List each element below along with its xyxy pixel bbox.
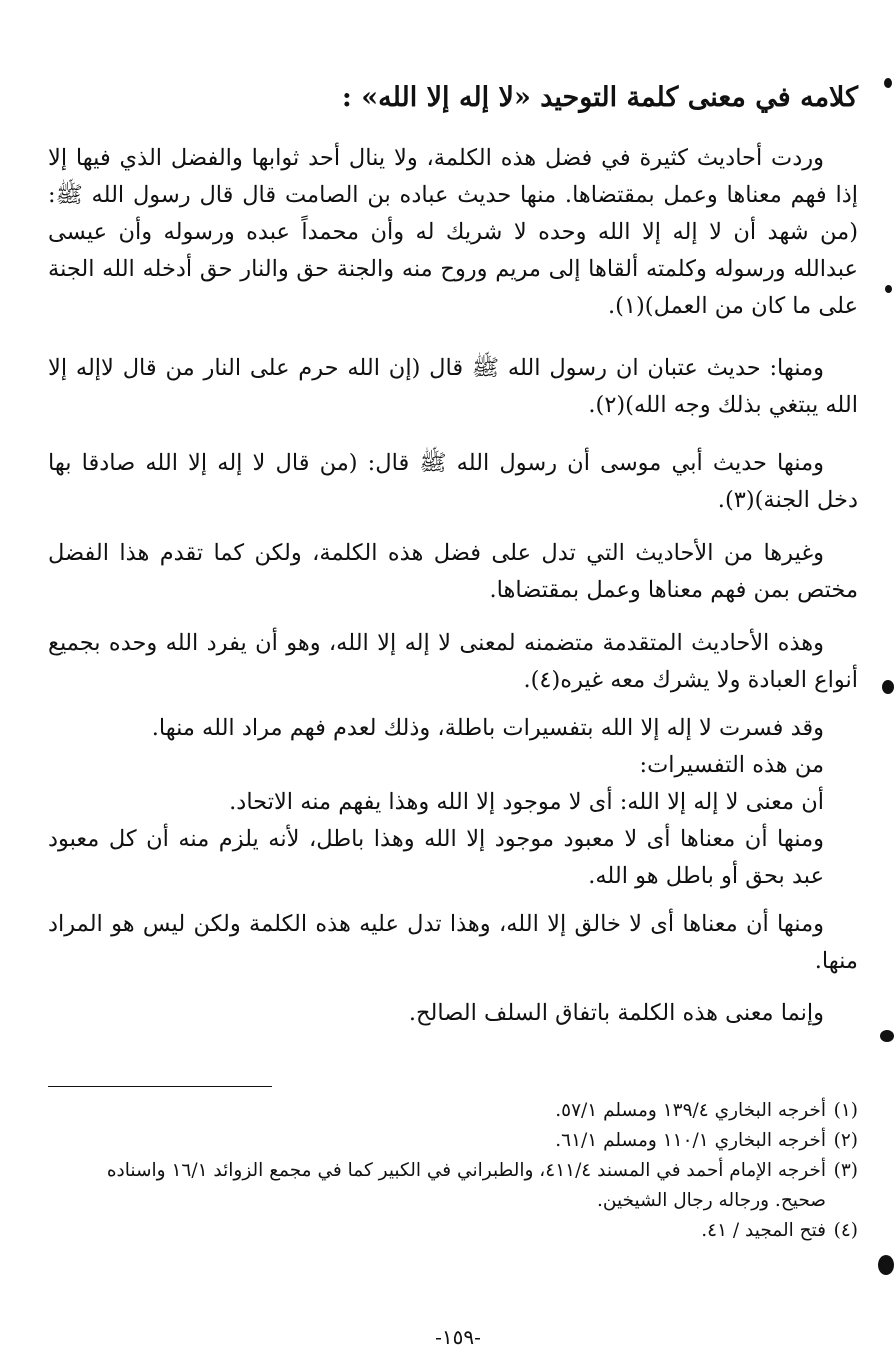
footnote-number: (٤) <box>833 1220 858 1241</box>
document-page <box>48 60 858 1349</box>
footnote-text: أخرجه البخاري ١١٠/١ ومسلم ٦١/١. <box>555 1130 826 1151</box>
paragraph: وردت أحاديث كثيرة في فضل هذه الكلمة، ولا ينال أحد ثوابها والفضل الذي فيها إلا إذا فهم معناها وعمل بمقتضاها. منها حديث عباده بن الصامت قال قال رسول الله ﷺ: (من شهد أن لا إله إلا الله وحده لا شريك له وأن محمداً عبده ورسوله وأن عيسى عبدالله ورسوله وكلمته ألقاها إلى مريم وروح منه والجنة حق والنار حق أدخله الله الجنة على ما كان من العمل)(١). <box>48 145 858 319</box>
body-paragraph-7 <box>48 995 858 1032</box>
body-paragraph-5 <box>48 625 858 699</box>
paragraph: ومنها حديث أبي موسى أن رسول الله ﷺ قال: (من قال لا إله إلا الله صادقا بها دخل الجنة)(٣). <box>48 450 858 513</box>
footnote-3 <box>48 1156 858 1186</box>
paragraph: وإنما معنى هذه الكلمة باتفاق السلف الصالح. <box>408 1000 824 1026</box>
paragraph: أن معنى لا إله إلا الله: أى لا موجود إلا الله وهذا يفهم منه الاتحاد. <box>229 789 824 815</box>
footnote-text: أخرجه الإمام أحمد في المسند ٤١١/٤، والطبراني في الكبير كما في مجمع الزوائد ١٦/١ واسناده <box>106 1160 826 1181</box>
footnote-text: فتح المجيد / ٤١. <box>701 1220 826 1241</box>
body-paragraph-3 <box>48 445 858 519</box>
body-paragraph-4 <box>48 535 858 609</box>
scan-mark <box>880 1030 894 1042</box>
scan-mark <box>884 78 892 88</box>
paragraph: ومنها أن معناها أى لا خالق إلا الله، وهذا تدل عليه هذه الكلمة ولكن ليس هو المراد منها. <box>48 911 858 974</box>
scan-mark <box>878 1255 894 1275</box>
section-heading: كلامه في معنى كلمة التوحيد «لا إله إلا الله» : <box>341 82 858 113</box>
paragraph: ومنها أن معناها أى لا معبود موجود إلا الله وهذا باطل، لأنه يلزم منه أن كل معبود عبد بحق أو باطل هو الله. <box>48 826 824 889</box>
footnote-divider <box>48 1086 272 1087</box>
footnote-number: (٣) <box>833 1160 858 1181</box>
footnotes <box>48 1096 858 1246</box>
footnote-number: (٢) <box>833 1130 858 1151</box>
footnote-2 <box>48 1126 858 1156</box>
footnote-3-continuation: صحيح. ورجاله رجال الشيخين. <box>597 1190 826 1211</box>
footnote-text: أخرجه البخاري ١٣٩/٤ ومسلم ٥٧/١. <box>555 1100 826 1121</box>
paragraph: وقد فسرت لا إله إلا الله بتفسيرات باطلة، وذلك لعدم فهم مراد الله منها. <box>151 715 824 741</box>
body-paragraph-6 <box>48 906 858 980</box>
paragraph: ومنها: حديث عتبان ان رسول الله ﷺ قال (إن الله حرم على النار من قال لاإله إلا الله يبتغي بذلك وجه الله)(٢). <box>48 355 858 418</box>
scan-mark <box>885 285 892 293</box>
footnote-4 <box>48 1216 858 1246</box>
paragraph: وغيرها من الأحاديث التي تدل على فضل هذه الكلمة، ولكن كما تقدم هذا الفضل مختص بمن فهم معناها وعمل بمقتضاها. <box>48 540 858 603</box>
body-paragraph-1 <box>48 140 858 325</box>
body-list <box>48 710 858 895</box>
scan-mark <box>882 680 894 694</box>
footnote-1 <box>48 1096 858 1126</box>
paragraph: من هذه التفسيرات: <box>639 752 824 778</box>
body-paragraph-2 <box>48 350 858 424</box>
paragraph: وهذه الأحاديث المتقدمة متضمنه لمعنى لا إله إلا الله، وهو أن يفرد الله وحده بجميع أنواع العبادة ولا يشرك معه غيره(٤). <box>48 630 858 693</box>
page-number: -١٥٩- <box>435 1325 481 1349</box>
footnote-number: (١) <box>833 1100 858 1121</box>
